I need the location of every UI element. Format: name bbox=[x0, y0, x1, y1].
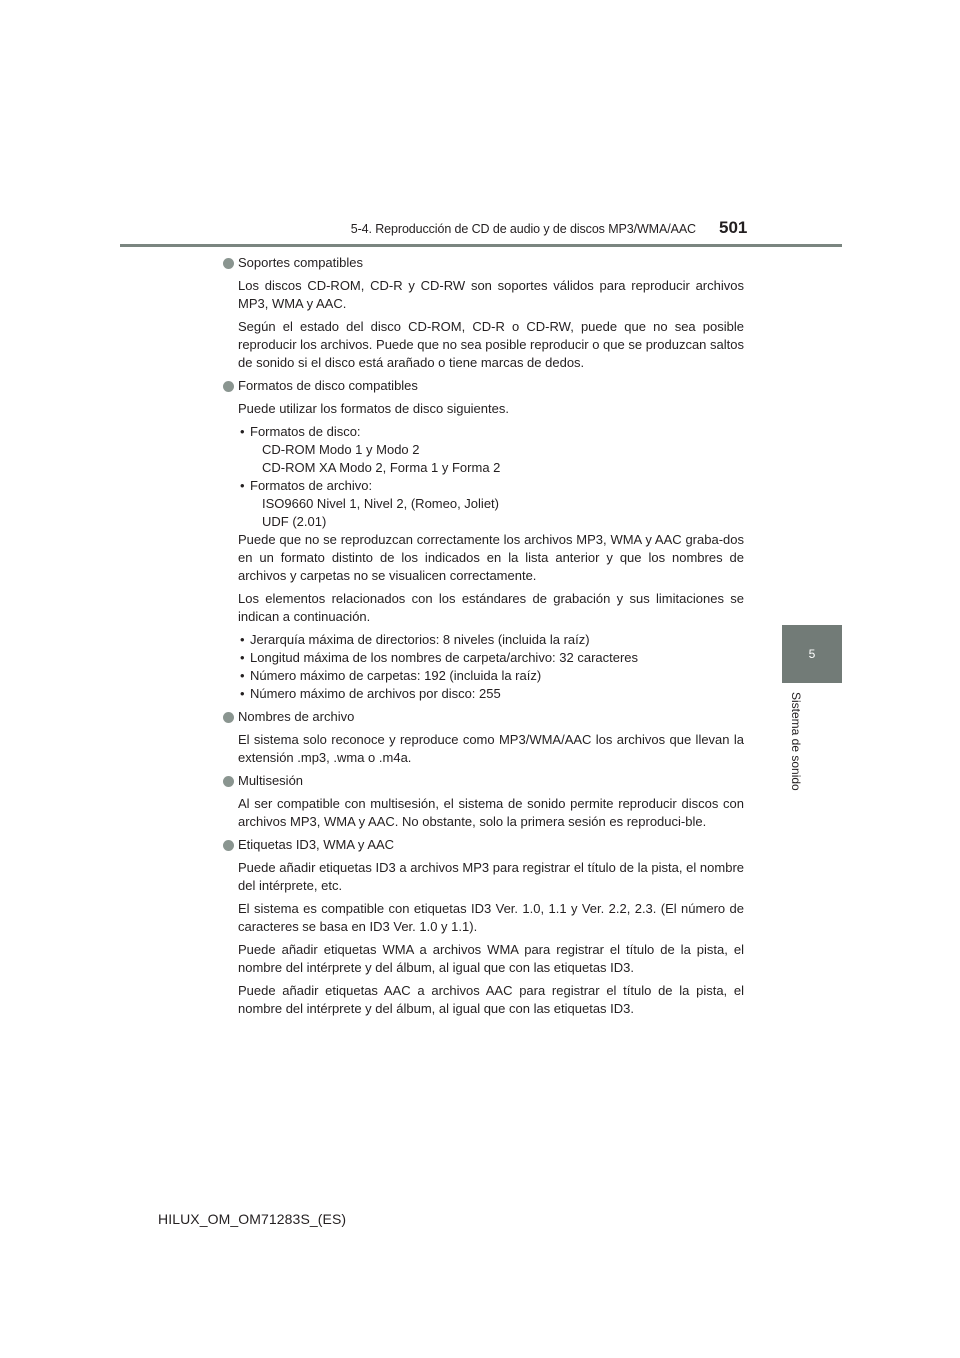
heading-text: Multisesión bbox=[238, 773, 304, 788]
bullet-icon: • bbox=[240, 668, 245, 683]
list-item bbox=[238, 477, 744, 531]
paragraph: Los elementos relacionados con los estándares de grabación y sus limitaciones se indican a continuación. bbox=[238, 591, 744, 624]
page-number: 501 bbox=[719, 218, 748, 237]
list-item bbox=[238, 685, 744, 703]
chapter-title: Sistema de sonido bbox=[789, 692, 803, 791]
heading-text: Formatos de disco compatibles bbox=[238, 378, 418, 393]
heading-text: Etiquetas ID3, WMA y AAC bbox=[238, 837, 395, 852]
format-list bbox=[222, 423, 744, 531]
paragraph: Según el estado del disco CD-ROM, CD-R o CD-RW, puede que no sea posible reproducir los archivos. Puede que no sea posible reproducir o que se produzcan saltos de sonido si el disco está arañado o tiene marcas de dedos. bbox=[238, 319, 744, 370]
circle-bullet-icon bbox=[223, 840, 234, 851]
bullet-icon: • bbox=[240, 650, 245, 665]
list-item-text: Jerarquía máxima de directorios: 8 niveles (incluida la raíz) bbox=[250, 632, 590, 647]
section-heading bbox=[222, 708, 744, 726]
paragraph: Los discos CD-ROM, CD-R y CD-RW son soportes válidos para reproducir archivos MP3, WMA y AAC. bbox=[238, 278, 744, 311]
chapter-tab[interactable] bbox=[782, 625, 842, 683]
limits-list bbox=[222, 631, 744, 703]
list-item-text: Longitud máxima de los nombres de carpeta/archivo: 32 caracteres bbox=[250, 650, 639, 665]
list-item bbox=[238, 631, 744, 649]
section-heading bbox=[222, 772, 744, 790]
circle-bullet-icon bbox=[223, 258, 234, 269]
bullet-icon: • bbox=[240, 424, 245, 439]
paragraph: El sistema solo reconoce y reproduce como MP3/WMA/AAC los archivos que llevan la extensión .mp3, .wma o .m4a. bbox=[238, 732, 744, 765]
list-item-text: Número máximo de archivos por disco: 255 bbox=[250, 686, 501, 701]
circle-bullet-icon bbox=[223, 712, 234, 723]
paragraph: Puede que no se reproduzcan correctamente los archivos MP3, WMA y AAC graba-dos en un formato distinto de los indicados en la lista anterior y que los nombres de archivos y carpetas no se visualicen correctamente. bbox=[238, 532, 744, 583]
list-subitem: UDF (2.01) bbox=[262, 514, 327, 529]
paragraph: El sistema es compatible con etiquetas ID3 Ver. 1.0, 1.1 y Ver. 2.2, 2.3. (El número de caracteres se basa en ID3 Ver. 1.0 y 1.1). bbox=[238, 901, 744, 934]
chapter-number: 5 bbox=[808, 647, 816, 661]
paragraph: Puede utilizar los formatos de disco siguientes. bbox=[238, 401, 509, 416]
circle-bullet-icon bbox=[223, 776, 234, 787]
paragraph: Al ser compatible con multisesión, el sistema de sonido permite reproducir discos con archivos MP3, WMA y AAC. No obstante, solo la primera sesión es reproduci-ble. bbox=[238, 796, 744, 829]
list-subitem: ISO9660 Nivel 1, Nivel 2, (Romeo, Joliet) bbox=[262, 496, 499, 511]
heading-text: Nombres de archivo bbox=[238, 709, 355, 724]
paragraph: Puede añadir etiquetas WMA a archivos WMA para registrar el título de la pista, el nombre del intérprete y del álbum, al igual que con las etiquetas ID3. bbox=[238, 942, 744, 975]
paragraph: Puede añadir etiquetas ID3 a archivos MP3 para registrar el título de la pista, el nombre del intérprete, etc. bbox=[238, 860, 744, 893]
list-item bbox=[238, 649, 744, 667]
circle-bullet-icon bbox=[223, 381, 234, 392]
document-code: HILUX_OM_OM71283S_(ES) bbox=[158, 1211, 347, 1227]
section-title: 5-4. Reproducción de CD de audio y de discos MP3/WMA/AAC bbox=[350, 222, 696, 236]
heading-text: Soportes compatibles bbox=[238, 255, 364, 270]
section-heading bbox=[222, 254, 744, 272]
paragraph: Puede añadir etiquetas AAC a archivos AAC para registrar el título de la pista, el nombre del intérprete y del álbum, al igual que con las etiquetas ID3. bbox=[238, 983, 744, 1016]
list-subitem: CD-ROM XA Modo 2, Forma 1 y Forma 2 bbox=[262, 460, 501, 475]
bullet-icon: • bbox=[240, 632, 245, 647]
section-heading bbox=[222, 836, 744, 854]
bullet-icon: • bbox=[240, 686, 245, 701]
list-item-text: Formatos de archivo: bbox=[250, 478, 373, 493]
list-item bbox=[238, 423, 744, 477]
page-content bbox=[222, 254, 744, 1018]
section-heading bbox=[222, 377, 744, 395]
header-rule bbox=[120, 244, 842, 247]
list-subitem: CD-ROM Modo 1 y Modo 2 bbox=[262, 442, 420, 457]
list-item-text: Número máximo de carpetas: 192 (incluida la raíz) bbox=[250, 668, 542, 683]
list-item bbox=[238, 667, 744, 685]
bullet-icon: • bbox=[240, 478, 245, 493]
list-item-text: Formatos de disco: bbox=[250, 424, 361, 439]
